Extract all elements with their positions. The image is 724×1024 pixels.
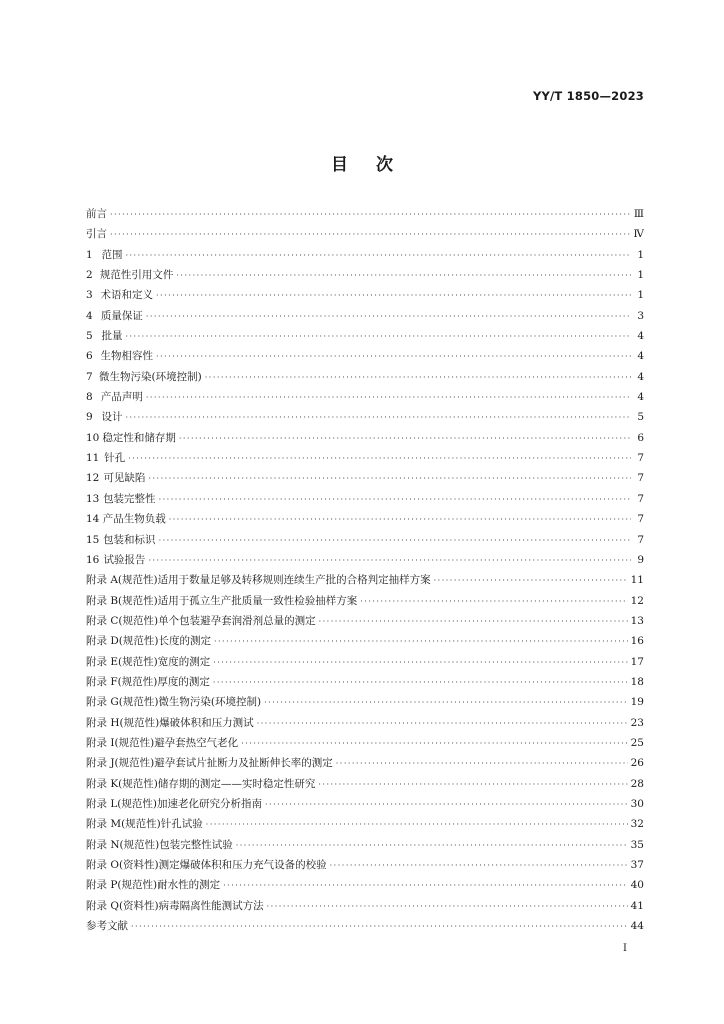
toc-entry-page: 4: [637, 350, 644, 363]
toc-entry[interactable]: [86, 226, 644, 246]
toc-entry-title: 微生物污染(环境控制): [99, 370, 202, 383]
toc-leader-dots: [205, 373, 631, 382]
toc-entry[interactable]: [86, 755, 644, 775]
toc-entry[interactable]: [86, 267, 644, 287]
toc-leader-dots: [159, 536, 631, 545]
toc-entry-title: 引言: [86, 228, 107, 241]
toc-entry-page: 9: [637, 553, 644, 566]
toc-entry[interactable]: [86, 877, 644, 897]
toc-entry[interactable]: [86, 837, 644, 857]
toc-entry-number: 2: [86, 269, 93, 282]
toc-entry[interactable]: [86, 389, 644, 409]
toc-entry-annex-label: 附录 B(规范性): [86, 594, 158, 607]
toc-entry-title: 包装和标识: [103, 533, 156, 546]
toc-entry-title: 试验报告: [103, 553, 146, 566]
toc-entry-title: 爆破体积和压力测试: [159, 716, 254, 729]
toc-leader-dots: [241, 739, 627, 748]
toc-leader-dots: [236, 841, 628, 850]
toc-leader-dots: [125, 251, 631, 260]
toc-entry[interactable]: [86, 430, 644, 450]
toc-entry-number: 6: [86, 350, 93, 363]
toc-entry-page: 7: [637, 533, 644, 546]
toc-entry-title: 设计: [101, 411, 123, 424]
toc-entry-number: 5: [86, 330, 93, 343]
toc-entry[interactable]: [86, 633, 644, 653]
toc-entry[interactable]: [86, 287, 644, 307]
toc-entry-title: 储存期的测定——实时稳定性研究: [157, 777, 316, 790]
toc-entry-title: 单个包装避孕套润滑剂总量的测定: [158, 614, 316, 627]
toc-entry-page: 32: [630, 818, 644, 831]
page-title: 目次: [331, 155, 421, 175]
page-number: I: [623, 943, 627, 954]
toc-entry[interactable]: [86, 654, 644, 674]
toc-entry-annex-label: 附录 G(规范性): [86, 696, 159, 709]
toc-entry-page: 17: [630, 655, 644, 668]
toc-leader-dots: [156, 291, 631, 300]
toc-entry-annex-label: 附录 H(规范性): [86, 716, 160, 729]
toc-leader-dots: [125, 332, 631, 341]
toc-entry-annex-label: 附录 P(规范性): [86, 879, 158, 892]
toc-entry[interactable]: [86, 409, 644, 429]
toc-leader-dots: [214, 637, 628, 646]
toc-entry-page: Ⅳ: [633, 228, 644, 241]
toc-entry-number: 14: [86, 513, 100, 526]
toc-entry-page: 4: [637, 370, 644, 383]
table-of-contents: [86, 206, 644, 938]
toc-entry-page: 16: [630, 635, 644, 648]
toc-entry[interactable]: [86, 613, 644, 633]
toc-entry-page: 1: [637, 269, 644, 282]
toc-entry-page: 35: [630, 838, 644, 851]
toc-entry-page: 13: [630, 614, 644, 627]
toc-leader-dots: [110, 230, 631, 239]
toc-entry-page: 37: [630, 859, 644, 871]
toc-leader-dots: [128, 454, 631, 463]
toc-leader-dots: [223, 881, 628, 890]
toc-entry-title: 可见缺陷: [103, 472, 146, 485]
toc-entry[interactable]: [86, 735, 644, 755]
toc-leader-dots: [206, 820, 628, 829]
toc-entry-page: 3: [637, 309, 644, 322]
toc-entry[interactable]: [86, 572, 644, 592]
toc-entry-page: 11: [630, 574, 644, 587]
toc-entry[interactable]: [86, 715, 644, 735]
toc-entry-title: 测定爆破体积和压力充气设备的校验: [158, 859, 327, 871]
toc-leader-dots: [148, 474, 631, 483]
toc-entry[interactable]: [86, 857, 644, 877]
toc-entry-title: 包装完整性试验: [159, 838, 233, 851]
toc-entry-page: Ⅲ: [633, 208, 644, 220]
toc-leader-dots: [267, 902, 628, 911]
toc-entry[interactable]: [86, 532, 644, 552]
toc-entry-annex-label: 附录 D(规范性): [86, 635, 159, 648]
toc-entry-page: 12: [630, 594, 644, 607]
toc-entry-number: 7: [86, 370, 93, 383]
toc-leader-dots: [213, 658, 627, 667]
toc-entry[interactable]: [86, 552, 644, 572]
toc-entry-annex-label: 附录 Q(资料性): [86, 899, 159, 912]
toc-entry-title: 适用于孤立生产批质量一致性检验抽样方案: [157, 594, 358, 607]
toc-entry-page: 25: [630, 736, 644, 749]
toc-entry-title: 避孕套试片扯断力及扯断伸长率的测定: [154, 757, 333, 770]
toc-entry-title: 参考文献: [86, 920, 128, 933]
toc-entry-annex-label: 附录 I(规范性): [86, 736, 155, 749]
toc-leader-dots: [146, 312, 631, 321]
toc-entry[interactable]: [86, 308, 644, 328]
toc-leader-dots: [125, 413, 631, 422]
toc-entry[interactable]: [86, 898, 644, 918]
toc-entry-title: 产品生物负载: [102, 513, 166, 526]
toc-entry-title: 病毒隔离性能测试方法: [158, 899, 264, 912]
toc-entry-title: 适用于数量足够及转移规则连续生产批的合格判定抽样方案: [157, 574, 431, 587]
toc-entry-page: 23: [630, 716, 644, 729]
toc-leader-dots: [264, 698, 628, 707]
toc-leader-dots: [176, 271, 631, 280]
toc-entry-page: 4: [637, 391, 644, 404]
toc-entry[interactable]: [86, 918, 644, 938]
toc-entry-annex-label: 附录 E(规范性): [86, 655, 158, 668]
toc-entry-page: 40: [630, 879, 644, 892]
toc-entry-number: 3: [86, 289, 93, 302]
toc-entry-title: 加速老化研究分析指南: [157, 797, 263, 810]
toc-entry-title: 针孔试验: [160, 818, 203, 831]
toc-leader-dots: [319, 617, 628, 626]
toc-entry[interactable]: [86, 247, 644, 267]
toc-entry-page: 7: [637, 513, 644, 526]
toc-entry-number: 10: [86, 431, 100, 444]
toc-entry-number: 12: [86, 472, 100, 485]
toc-entry-annex-label: 附录 F(规范性): [86, 675, 158, 688]
toc-entry-number: 1: [86, 248, 93, 261]
toc-entry-title: 针孔: [104, 452, 126, 465]
toc-entry-annex-label: 附录 K(规范性): [86, 777, 158, 790]
toc-entry[interactable]: [86, 694, 644, 714]
toc-entry[interactable]: [86, 369, 644, 389]
toc-leader-dots: [179, 434, 631, 443]
toc-entry-title: 范围: [101, 248, 123, 261]
toc-entry[interactable]: [86, 328, 644, 348]
toc-entry-page: 18: [630, 675, 644, 688]
toc-entry-number: 9: [86, 411, 93, 424]
toc-entry-title: 前言: [86, 208, 107, 220]
toc-entry-annex-label: 附录 O(资料性): [86, 859, 159, 871]
toc-leader-dots: [257, 719, 628, 728]
toc-entry[interactable]: [86, 206, 644, 226]
toc-leader-dots: [110, 210, 631, 219]
toc-entry-title: 生物相容性: [100, 350, 154, 363]
toc-entry-annex-label: 附录 A(规范性): [86, 574, 158, 587]
toc-entry[interactable]: [86, 776, 644, 796]
toc-entry-title: 稳定性和储存期: [102, 431, 176, 444]
toc-entry-number: 15: [86, 533, 100, 546]
toc-entry-number: 16: [86, 553, 100, 566]
toc-leader-dots: [330, 861, 628, 870]
toc-entry[interactable]: [86, 674, 644, 694]
toc-entry-title: 产品声明: [100, 391, 143, 404]
toc-entry-page: 1: [637, 289, 644, 302]
toc-entry-page: 7: [637, 492, 644, 505]
toc-entry-page: 5: [637, 411, 644, 424]
toc-entry[interactable]: [86, 796, 644, 816]
toc-entry-title: 规范性引用文件: [99, 269, 174, 282]
toc-entry-title: 耐水性的测定: [157, 879, 221, 892]
toc-leader-dots: [148, 556, 631, 565]
standard-code: YY/T 1850—2023: [532, 89, 644, 103]
toc-entry-page: 6: [637, 431, 644, 444]
toc-entry-annex-label: 附录 L(规范性): [86, 797, 158, 810]
toc-leader-dots: [156, 352, 631, 361]
toc-entry-page: 7: [637, 452, 644, 465]
toc-entry-page: 28: [630, 777, 644, 790]
toc-leader-dots: [131, 922, 628, 931]
toc-entry-title: 长度的测定: [158, 635, 211, 648]
toc-entry[interactable]: [86, 450, 644, 470]
toc-entry-title: 宽度的测定: [157, 655, 211, 668]
toc-entry-page: 7: [637, 472, 644, 485]
toc-entry-title: 避孕套热空气老化: [154, 736, 239, 749]
toc-entry-title: 质量保证: [100, 309, 143, 322]
toc-entry[interactable]: [86, 511, 644, 531]
toc-entry-title: 术语和定义: [100, 289, 154, 302]
toc-leader-dots: [146, 393, 631, 402]
toc-entry-number: 4: [86, 309, 93, 322]
toc-entry-number: 13: [86, 492, 100, 505]
toc-entry-page: 1: [637, 248, 644, 261]
toc-entry[interactable]: [86, 491, 644, 511]
toc-entry-number: 8: [86, 391, 93, 404]
toc-leader-dots: [318, 780, 627, 789]
toc-entry-annex-label: 附录 C(规范性): [86, 614, 159, 627]
toc-entry-page: 19: [630, 696, 644, 709]
toc-entry-annex-label: 附录 J(规范性): [86, 757, 155, 770]
toc-leader-dots: [169, 515, 631, 524]
toc-entry-title: 厚度的测定: [157, 675, 210, 688]
toc-entry-title: 微生物污染(环境控制): [158, 696, 262, 709]
toc-leader-dots: [213, 678, 628, 687]
toc-entry[interactable]: [86, 593, 644, 613]
toc-entry-title: 批量: [101, 330, 123, 343]
toc-entry-annex-label: 附录 M(规范性): [86, 818, 161, 831]
toc-entry-page: 30: [630, 797, 644, 810]
toc-leader-dots: [265, 800, 628, 809]
toc-entry[interactable]: [86, 816, 644, 836]
toc-entry[interactable]: [86, 470, 644, 490]
toc-leader-dots: [336, 759, 628, 768]
toc-entry-page: 26: [630, 757, 644, 770]
toc-entry-annex-label: 附录 N(规范性): [86, 838, 160, 851]
toc-entry-number: 11: [86, 452, 100, 465]
toc-entry-page: 44: [630, 920, 644, 933]
toc-entry-page: 4: [637, 330, 644, 343]
toc-leader-dots: [360, 597, 627, 606]
toc-entry-title: 包装完整性: [103, 492, 156, 505]
toc-entry[interactable]: [86, 348, 644, 368]
toc-entry-page: 41: [630, 899, 644, 912]
toc-leader-dots: [434, 576, 628, 585]
toc-leader-dots: [159, 495, 631, 504]
